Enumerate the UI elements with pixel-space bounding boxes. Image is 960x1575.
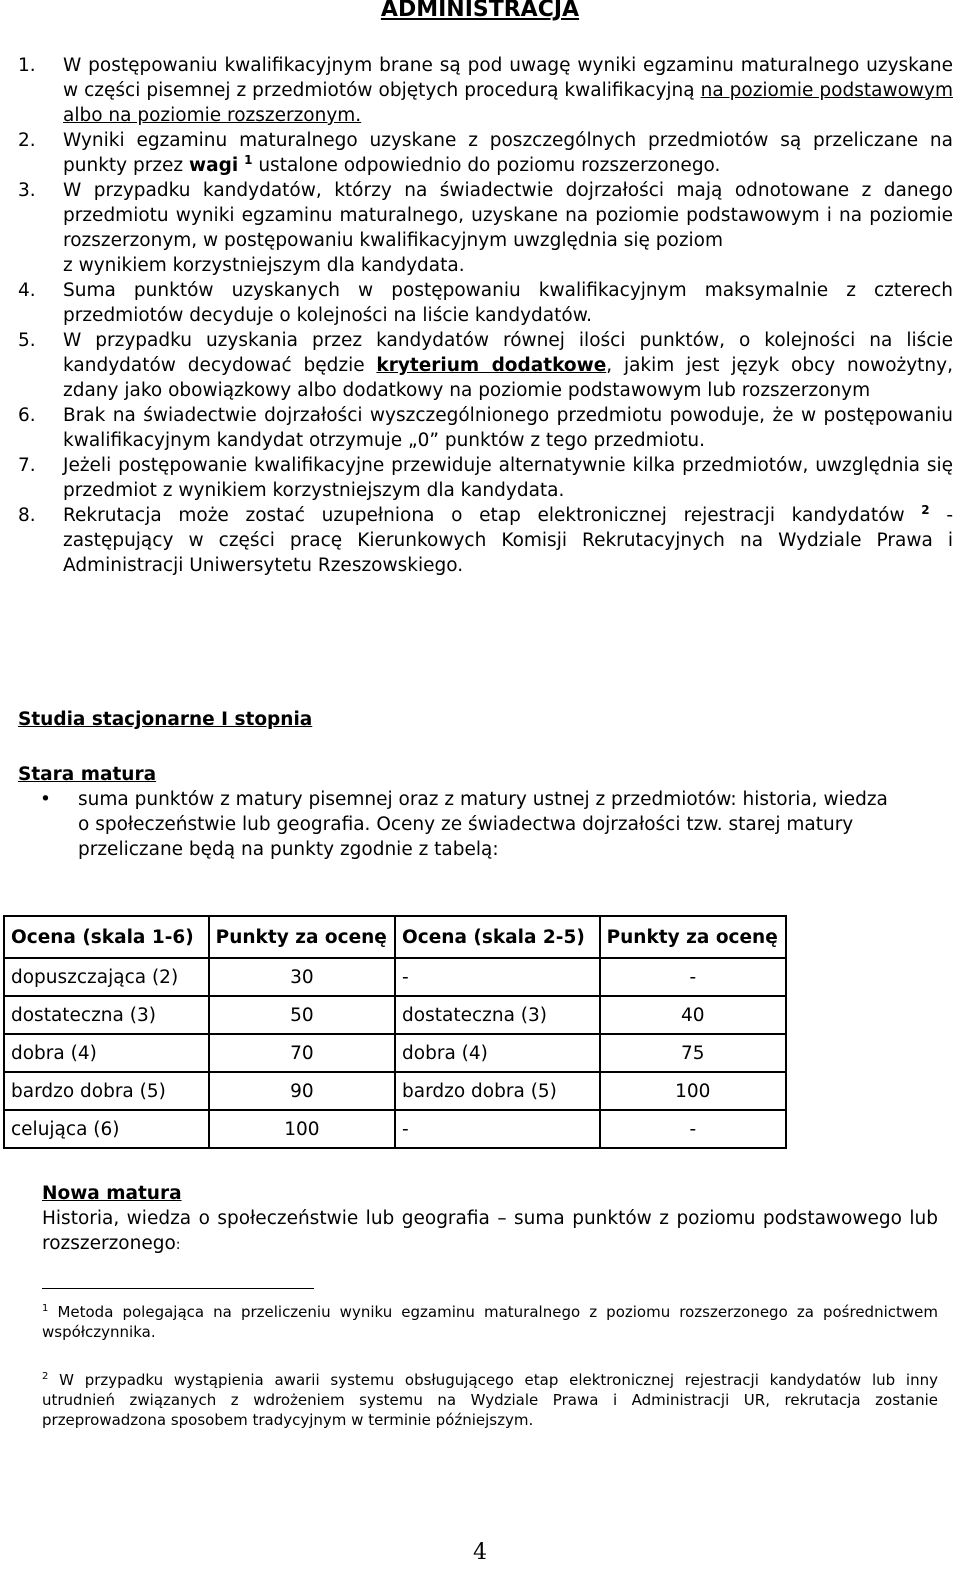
rules-list: [18, 53, 953, 578]
section-heading-stara-matura: Stara matura: [18, 764, 157, 785]
table-cell: bardzo dobra (5): [395, 1072, 600, 1110]
table-header-cell: Punkty za ocenę: [600, 916, 786, 958]
table-cell: 75: [600, 1034, 786, 1072]
page-number: 4: [473, 1540, 487, 1565]
item-text-cont: ustalone odpowiednio do poziomu rozszerzonego.: [252, 155, 721, 176]
table-cell: celująca (6): [4, 1110, 209, 1148]
item-underlined-text: na poziomie podstawowym albo na poziomie rozszerzonym.: [63, 80, 953, 126]
item-text-cont: , jakim jest język obcy nowożytny, zdany jako obowiązkowy albo dodatkowy na poziomie podstawowym lub rozszerzonym: [63, 355, 953, 401]
list-item: [18, 453, 953, 503]
table-header-cell: Ocena (skala 2-5): [395, 916, 600, 958]
item-number: 6.: [18, 405, 36, 426]
item-text-cont: z wynikiem korzystniejszym dla kandydata.: [63, 255, 465, 276]
table-header-row: [4, 916, 786, 958]
item-bold-underlined-text: kryterium dodatkowe: [376, 355, 607, 376]
list-item: [18, 503, 953, 578]
table-cell: -: [600, 1110, 786, 1148]
item-text: Brak na świadectwie dojrzałości wyszczególnionego przedmiotu powoduje, że w postępowaniu kwalifikacyjnym kandydat otrzymuje „0” punktów z tego przedmiotu.: [63, 405, 953, 451]
list-item: [18, 178, 953, 278]
table-cell: 100: [600, 1072, 786, 1110]
table-cell: dostateczna (3): [4, 996, 209, 1034]
table-cell: dobra (4): [395, 1034, 600, 1072]
list-item: [18, 53, 953, 128]
bullet-text-line2: o społeczeństwie lub geografia. Oceny ze świadectwa dojrzałości tzw. starej matury przeliczane będą na punkty zgodnie z tabelą:: [78, 814, 854, 860]
item-number: 7.: [18, 455, 36, 476]
footnote-mark: 2: [42, 1371, 49, 1382]
item-bold-text: wagi: [189, 155, 239, 176]
footnote-separator: [42, 1288, 314, 1289]
table-cell: dopuszczająca (2): [4, 958, 209, 996]
item-number: 1.: [18, 55, 36, 76]
item-number: 3.: [18, 180, 36, 201]
table-cell: -: [395, 958, 600, 996]
nowa-matura-text: Historia, wiedza o społeczeństwie lub geografia – suma punktów z poziomu podstawowego lub rozszerzonego: [42, 1208, 938, 1254]
item-text: Wyniki egzaminu maturalnego uzyskane z poszczególnych przedmiotów są przeliczane na punkty przez: [63, 130, 953, 176]
table-header-cell: Ocena (skala 1-6): [4, 916, 209, 958]
list-item: [18, 403, 953, 453]
table-header-cell: Punkty za ocenę: [209, 916, 395, 958]
table-cell: 40: [600, 996, 786, 1034]
nowa-matura-section: [42, 1181, 938, 1258]
footnote-2: [42, 1370, 938, 1430]
item-number: 4.: [18, 280, 36, 301]
item-text: W postępowaniu kwalifikacyjnym brane są pod uwagę wyniki egzaminu maturalnego uzyskane w części pisemnej z przedmiotów objętych procedurą kwalifikacyjną: [63, 55, 953, 101]
item-text-cont: - zastępujący w części pracę Kierunkowych Komisji Rekrutacyjnych na Wydziale Prawa i Administracji Uniwersytetu Rzeszowskiego.: [63, 505, 953, 576]
item-number: 2.: [18, 130, 36, 151]
table-cell: 90: [209, 1072, 395, 1110]
table-cell: 70: [209, 1034, 395, 1072]
item-text: Jeżeli postępowanie kwalifikacyjne przewiduje alternatywnie kilka przedmiotów, uwzględnia się przedmiot z wynikiem korzystniejszym dla kandydata.: [63, 455, 953, 501]
table-row: [4, 1072, 786, 1110]
grades-table: [3, 915, 787, 1149]
item-number: 8.: [18, 505, 36, 526]
table-row: [4, 1034, 786, 1072]
footnote-ref: 2: [921, 503, 930, 517]
table-cell: 30: [209, 958, 395, 996]
bullet-icon: •: [40, 789, 51, 810]
item-number: 5.: [18, 330, 36, 351]
nowa-matura-colon: :: [175, 1237, 181, 1253]
footnote-mark: 1: [42, 1303, 49, 1314]
table-cell: bardzo dobra (5): [4, 1072, 209, 1110]
footnote-text: W przypadku wystąpienia awarii systemu obsługującego etap elektronicznej rejestracji kandydatów lub inny utrudnień związanych z wdrożeniem systemu na Wydziale Prawa i Administracji UR, rekrutacja zostanie przeprowadzona sposobem tradycyjnym w terminie późniejszym.: [42, 1371, 938, 1429]
table-cell: dobra (4): [4, 1034, 209, 1072]
footnote-ref: 1: [244, 153, 253, 167]
page-heading: ADMINISTRACJA: [380, 0, 580, 22]
table-cell: 100: [209, 1110, 395, 1148]
section-heading-studia: Studia stacjonarne I stopnia: [18, 709, 313, 730]
table-row: [4, 1110, 786, 1148]
bullet-text-line1: suma punktów z matury pisemnej oraz z matury ustnej z przedmiotów: historia, wiedza: [78, 789, 888, 810]
item-text: Suma punktów uzyskanych w postępowaniu kwalifikacyjnym maksymalnie z czterech przedmiotów decyduje o kolejności na liście kandydatów.: [63, 280, 953, 326]
item-text: W przypadku kandydatów, którzy na świadectwie dojrzałości mają odnotowane z danego przedmiotu wyniki egzaminu maturalnego, uzyskane na poziomie podstawowym i na poziomie rozszerzonym, w postępowaniu kwalifikacyjnym uwzględnia się poziom: [63, 180, 953, 251]
list-item: [18, 328, 953, 403]
table-cell: -: [600, 958, 786, 996]
footnote-text: Metoda polegająca na przeliczeniu wyniku egzaminu maturalnego z poziomu rozszerzonego za pośrednictwem współczynnika.: [42, 1303, 938, 1341]
table-cell: dostateczna (3): [395, 996, 600, 1034]
section-heading-nowa-matura: Nowa matura: [42, 1183, 182, 1204]
item-text: W przypadku uzyskania przez kandydatów równej ilości punktów, o kolejności na liście kandydatów decydować będzie: [63, 330, 953, 376]
table-row: [4, 958, 786, 996]
list-item: [18, 278, 953, 328]
footnote-1: [42, 1302, 938, 1342]
list-item: [18, 128, 953, 178]
item-text: Rekrutacja może zostać uzupełniona o etap elektronicznej rejestracji kandydatów: [63, 505, 922, 526]
table-cell: -: [395, 1110, 600, 1148]
table-cell: 50: [209, 996, 395, 1034]
table-row: [4, 996, 786, 1034]
bullet-item: [40, 787, 953, 862]
